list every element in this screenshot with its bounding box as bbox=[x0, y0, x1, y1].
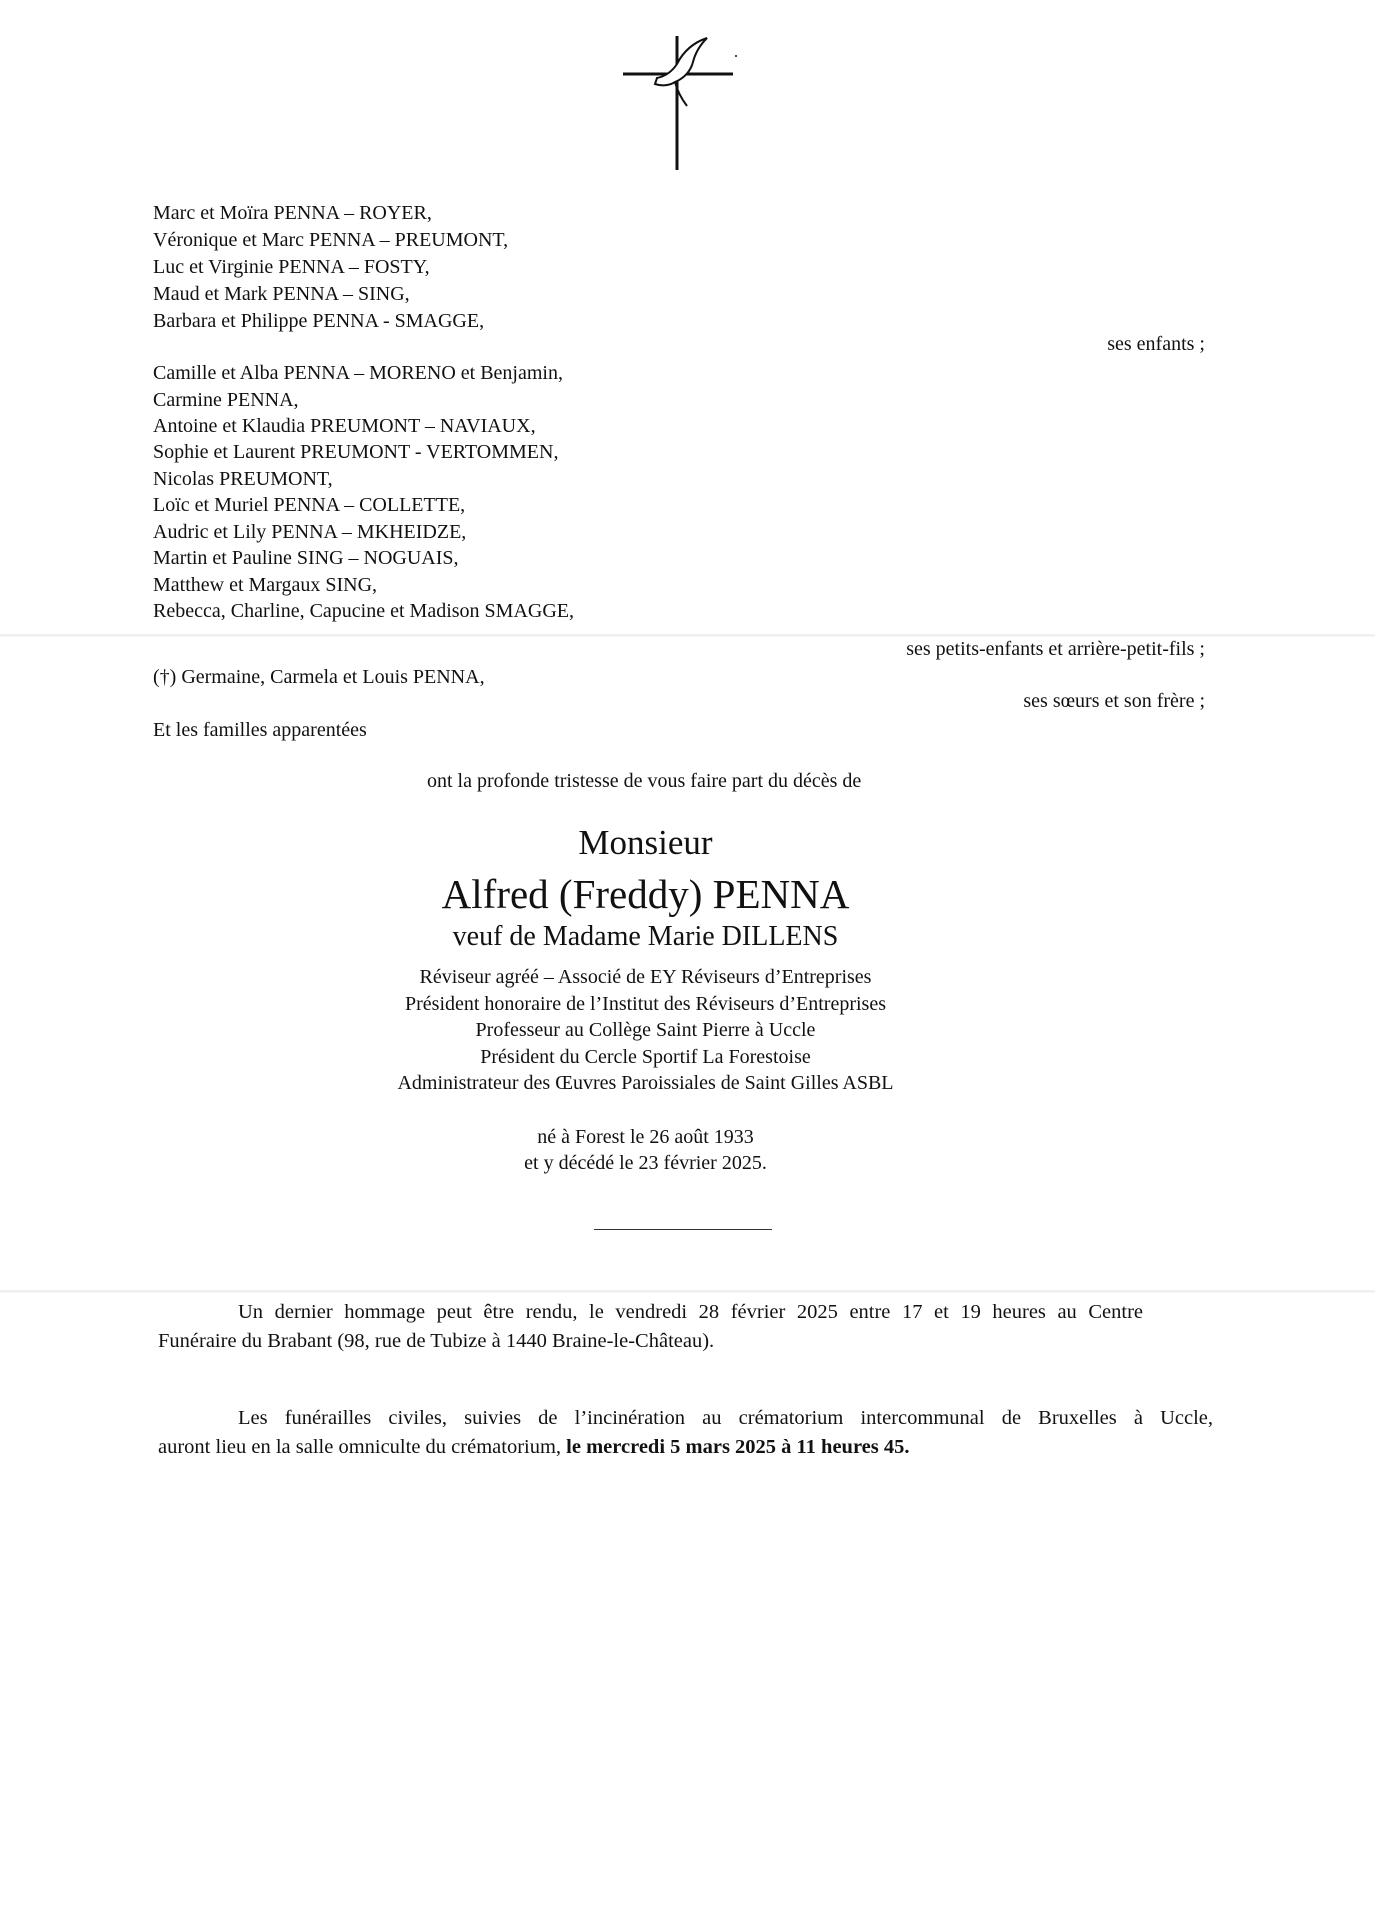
family-line: Maud et Mark PENNA – SING, bbox=[153, 283, 410, 305]
title-line: Professeur au Collège Saint Pierre à Uccle bbox=[475, 1019, 816, 1041]
separator bbox=[594, 1229, 772, 1230]
relatives-line: Et les familles apparentées bbox=[153, 719, 367, 741]
title-line: Président honoraire de l’Institut des Réviseurs d’Entreprises bbox=[405, 993, 886, 1015]
honorific: Monsieur bbox=[578, 823, 713, 862]
family-line: Matthew et Margaux SING, bbox=[153, 574, 378, 596]
hommage-paragraph bbox=[158, 1298, 1143, 1356]
family-line: Carmine PENNA, bbox=[153, 389, 299, 411]
birth-line: né à Forest le 26 août 1933 bbox=[537, 1126, 754, 1148]
deceased-name: Alfred (Freddy) PENNA bbox=[441, 871, 850, 917]
title-line: Administrateur des Œuvres Paroissiales de Saint Gilles ASBL bbox=[397, 1072, 894, 1094]
title-line: Président du Cercle Sportif La Forestoise bbox=[480, 1046, 811, 1068]
family-line: Martin et Pauline SING – NOGUAIS, bbox=[153, 547, 459, 569]
children-label: ses enfants ; bbox=[1107, 333, 1205, 355]
family-line: Antoine et Klaudia PREUMONT – NAVIAUX, bbox=[153, 415, 536, 437]
hommage-line: Un dernier hommage peut être rendu, le vendredi 28 février 2025 entre 17 et 19 heures au Centre bbox=[238, 1301, 1143, 1323]
funeral-date: le mercredi 5 mars 2025 à 11 heures 45. bbox=[566, 1436, 910, 1458]
cross-dove-icon bbox=[615, 28, 745, 173]
funeral-paragraph bbox=[158, 1404, 1213, 1462]
death-line: et y décédé le 23 février 2025. bbox=[524, 1152, 767, 1174]
family-line: Barbara et Philippe PENNA - SMAGGE, bbox=[153, 310, 485, 332]
grandchildren-label: ses petits-enfants et arrière-petit-fils ; bbox=[906, 638, 1205, 660]
hommage-line: Funéraire du Brabant (98, rue de Tubize à 1440 Braine-le-Château). bbox=[158, 1330, 715, 1352]
funeral-line: Les funérailles civiles, suivies de l’incinération au crématorium intercommunal de Bruxelles à Uccle, bbox=[238, 1407, 1213, 1429]
family-line: Rebecca, Charline, Capucine et Madison SMAGGE, bbox=[153, 600, 575, 622]
family-line: Camille et Alba PENNA – MORENO et Benjamin, bbox=[153, 362, 563, 384]
siblings-line: (†) Germaine, Carmela et Louis PENNA, bbox=[153, 666, 485, 688]
family-line: Marc et Moïra PENNA – ROYER, bbox=[153, 202, 432, 224]
family-line: Véronique et Marc PENNA – PREUMONT, bbox=[153, 229, 509, 251]
funeral-line: auront lieu en la salle omniculte du crématorium, bbox=[158, 1436, 567, 1458]
widower-line: veuf de Madame Marie DILLENS bbox=[452, 921, 839, 952]
family-line: Audric et Lily PENNA – MKHEIDZE, bbox=[153, 521, 467, 543]
title-line: Réviseur agréé – Associé de EY Réviseurs d’Entreprises bbox=[419, 966, 872, 988]
family-line: Luc et Virginie PENNA – FOSTY, bbox=[153, 256, 430, 278]
siblings-label: ses sœurs et son frère ; bbox=[1023, 690, 1205, 712]
family-line: Sophie et Laurent PREUMONT - VERTOMMEN, bbox=[153, 441, 559, 463]
fold-line bbox=[0, 1290, 1375, 1293]
announcement-text: ont la profonde tristesse de vous faire part du décès de bbox=[427, 770, 862, 792]
family-line: Nicolas PREUMONT, bbox=[153, 468, 333, 490]
family-line: Loïc et Muriel PENNA – COLLETTE, bbox=[153, 494, 466, 516]
